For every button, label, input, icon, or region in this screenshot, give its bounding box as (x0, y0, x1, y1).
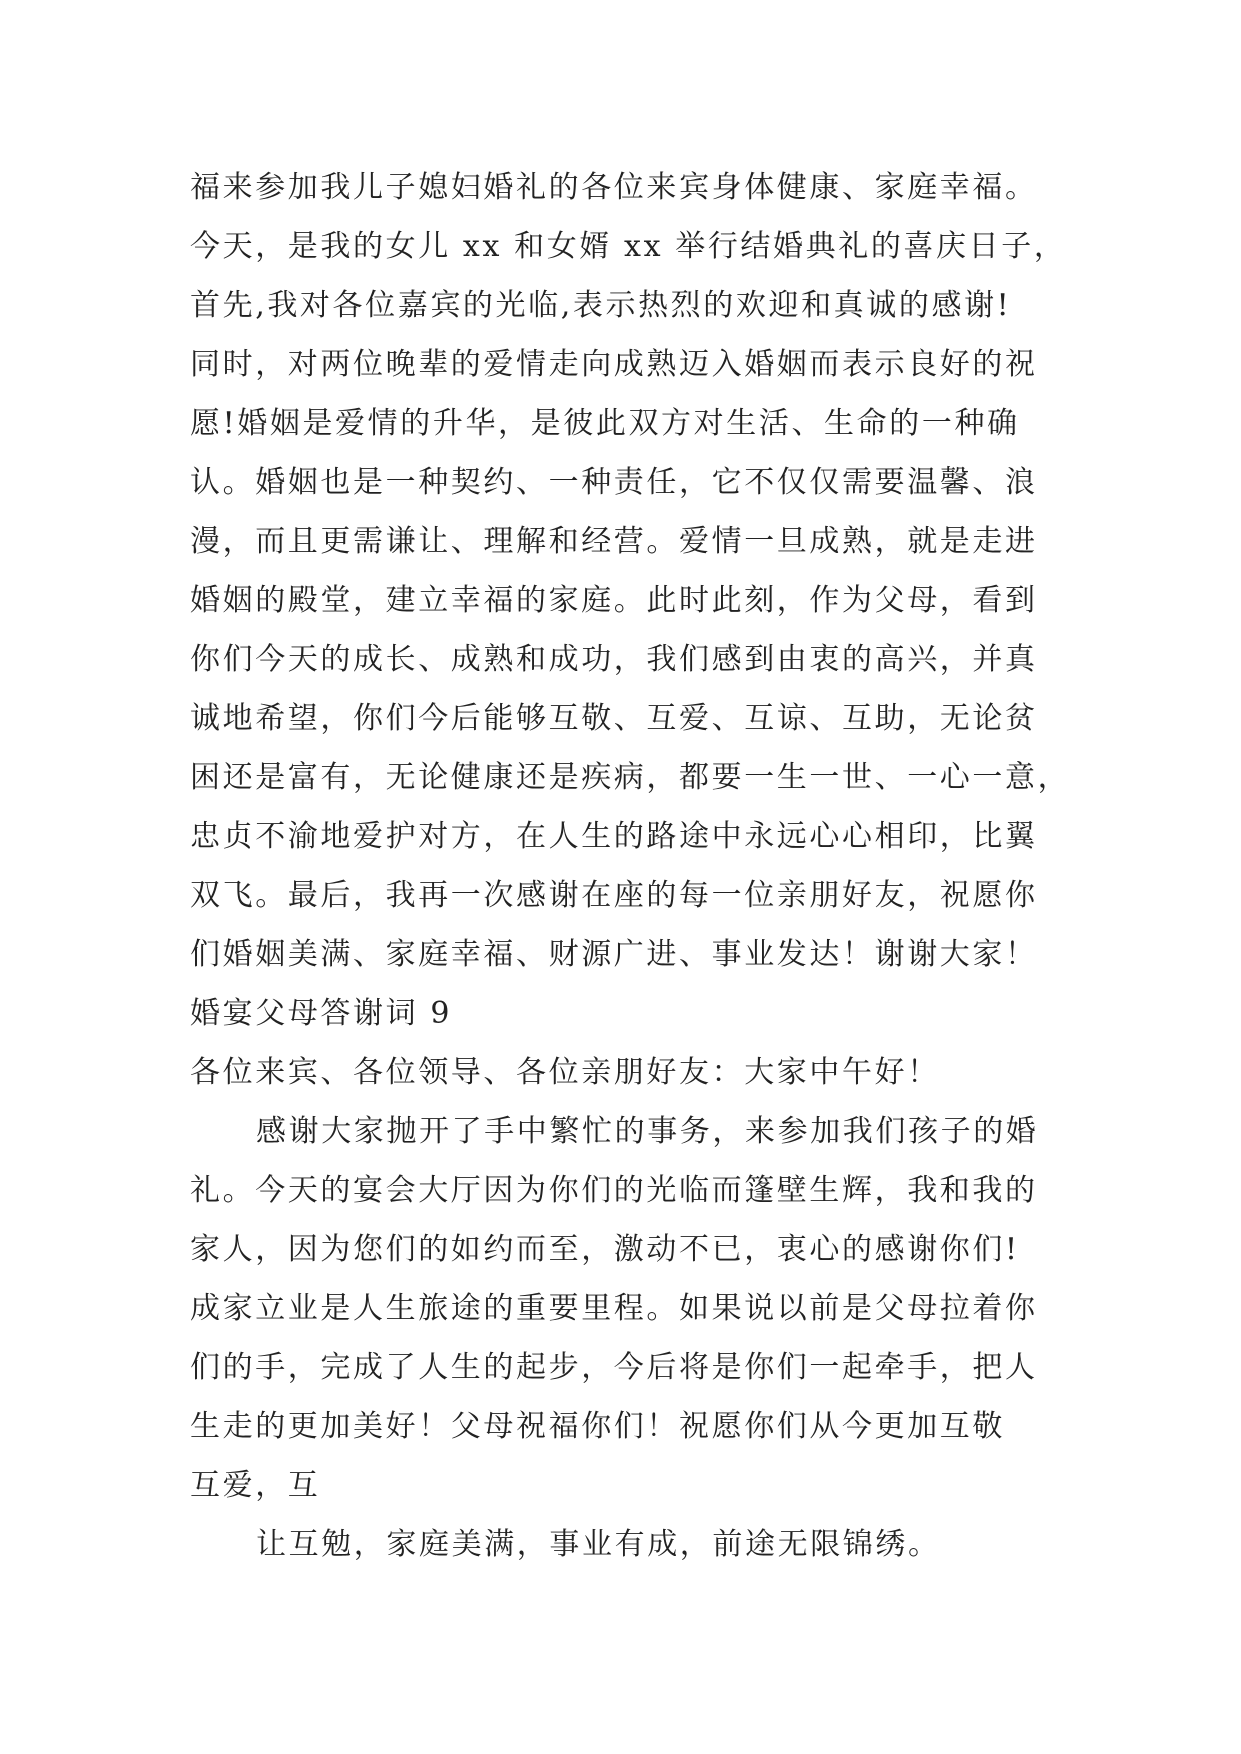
text-line: 们的手，完成了人生的起步，今后将是你们一起牵手，把人 (190, 1350, 1038, 1385)
text-line: 忠贞不渝地爱护对方，在人生的路途中永远心心相印，比翼 (190, 819, 1038, 854)
text-line: 婚姻的殿堂，建立幸福的家庭。此时此刻，作为父母，看到 (190, 583, 1038, 618)
document-body (190, 158, 1070, 1574)
text-line: 漫，而且更需谦让、理解和经营。爱情一旦成熟，就是走进 (190, 524, 1038, 559)
section-heading: 婚宴父母答谢词 9 (190, 996, 453, 1031)
text-line: 成家立业是人生旅途的重要里程。如果说以前是父母拉着你 (190, 1291, 1038, 1326)
text-line: 福来参加我儿子媳妇婚礼的各位来宾身体健康、家庭幸福。 (190, 170, 1038, 205)
text-line: 同时，对两位晚辈的爱情走向成熟迈入婚姻而表示良好的祝 (190, 347, 1038, 382)
text-line: 生走的更加美好！父母祝福你们！祝愿你们从今更加互敬 (190, 1409, 1005, 1444)
salutation-line: 各位来宾、各位领导、各位亲朋好友：大家中午好！ (190, 1055, 940, 1090)
text-line: 们婚姻美满、家庭幸福、财源广进、事业发达！谢谢大家！ (190, 937, 1038, 972)
text-line: 首先,我对各位嘉宾的光临,表示热烈的欢迎和真诚的感谢! (190, 288, 1012, 323)
text-line: 互爱，互 (190, 1468, 321, 1503)
text-line: 今天，是我的女儿 xx 和女婿 xx 举行结婚典礼的喜庆日子， (190, 229, 1067, 264)
text-line: 诚地希望，你们今后能够互敬、互爱、互谅、互助，无论贫 (190, 701, 1038, 736)
text-line: 感谢大家抛开了手中繁忙的事务，来参加我们孩子的婚 (256, 1114, 1039, 1149)
text-line: 礼。今天的宴会大厅因为你们的光临而篷壁生辉，我和我的 (190, 1173, 1038, 1208)
text-line: 家人，因为您们的如约而至，激动不已，衷心的感谢你们! (190, 1232, 1020, 1267)
text-line: 愿!婚姻是爱情的升华，是彼此双方对生活、生命的一种确 (190, 406, 1020, 441)
text-line: 困还是富有，无论健康还是疾病，都要一生一世、一心一意， (190, 760, 1071, 795)
text-line: 让互勉，家庭美满，事业有成，前途无限锦绣。 (256, 1527, 941, 1562)
text-line: 你们今天的成长、成熟和成功，我们感到由衷的高兴，并真 (190, 642, 1038, 677)
text-line: 双飞。最后，我再一次感谢在座的每一位亲朋好友，祝愿你 (190, 878, 1038, 913)
text-line: 认。婚姻也是一种契约、一种责任，它不仅仅需要温馨、浪 (190, 465, 1038, 500)
